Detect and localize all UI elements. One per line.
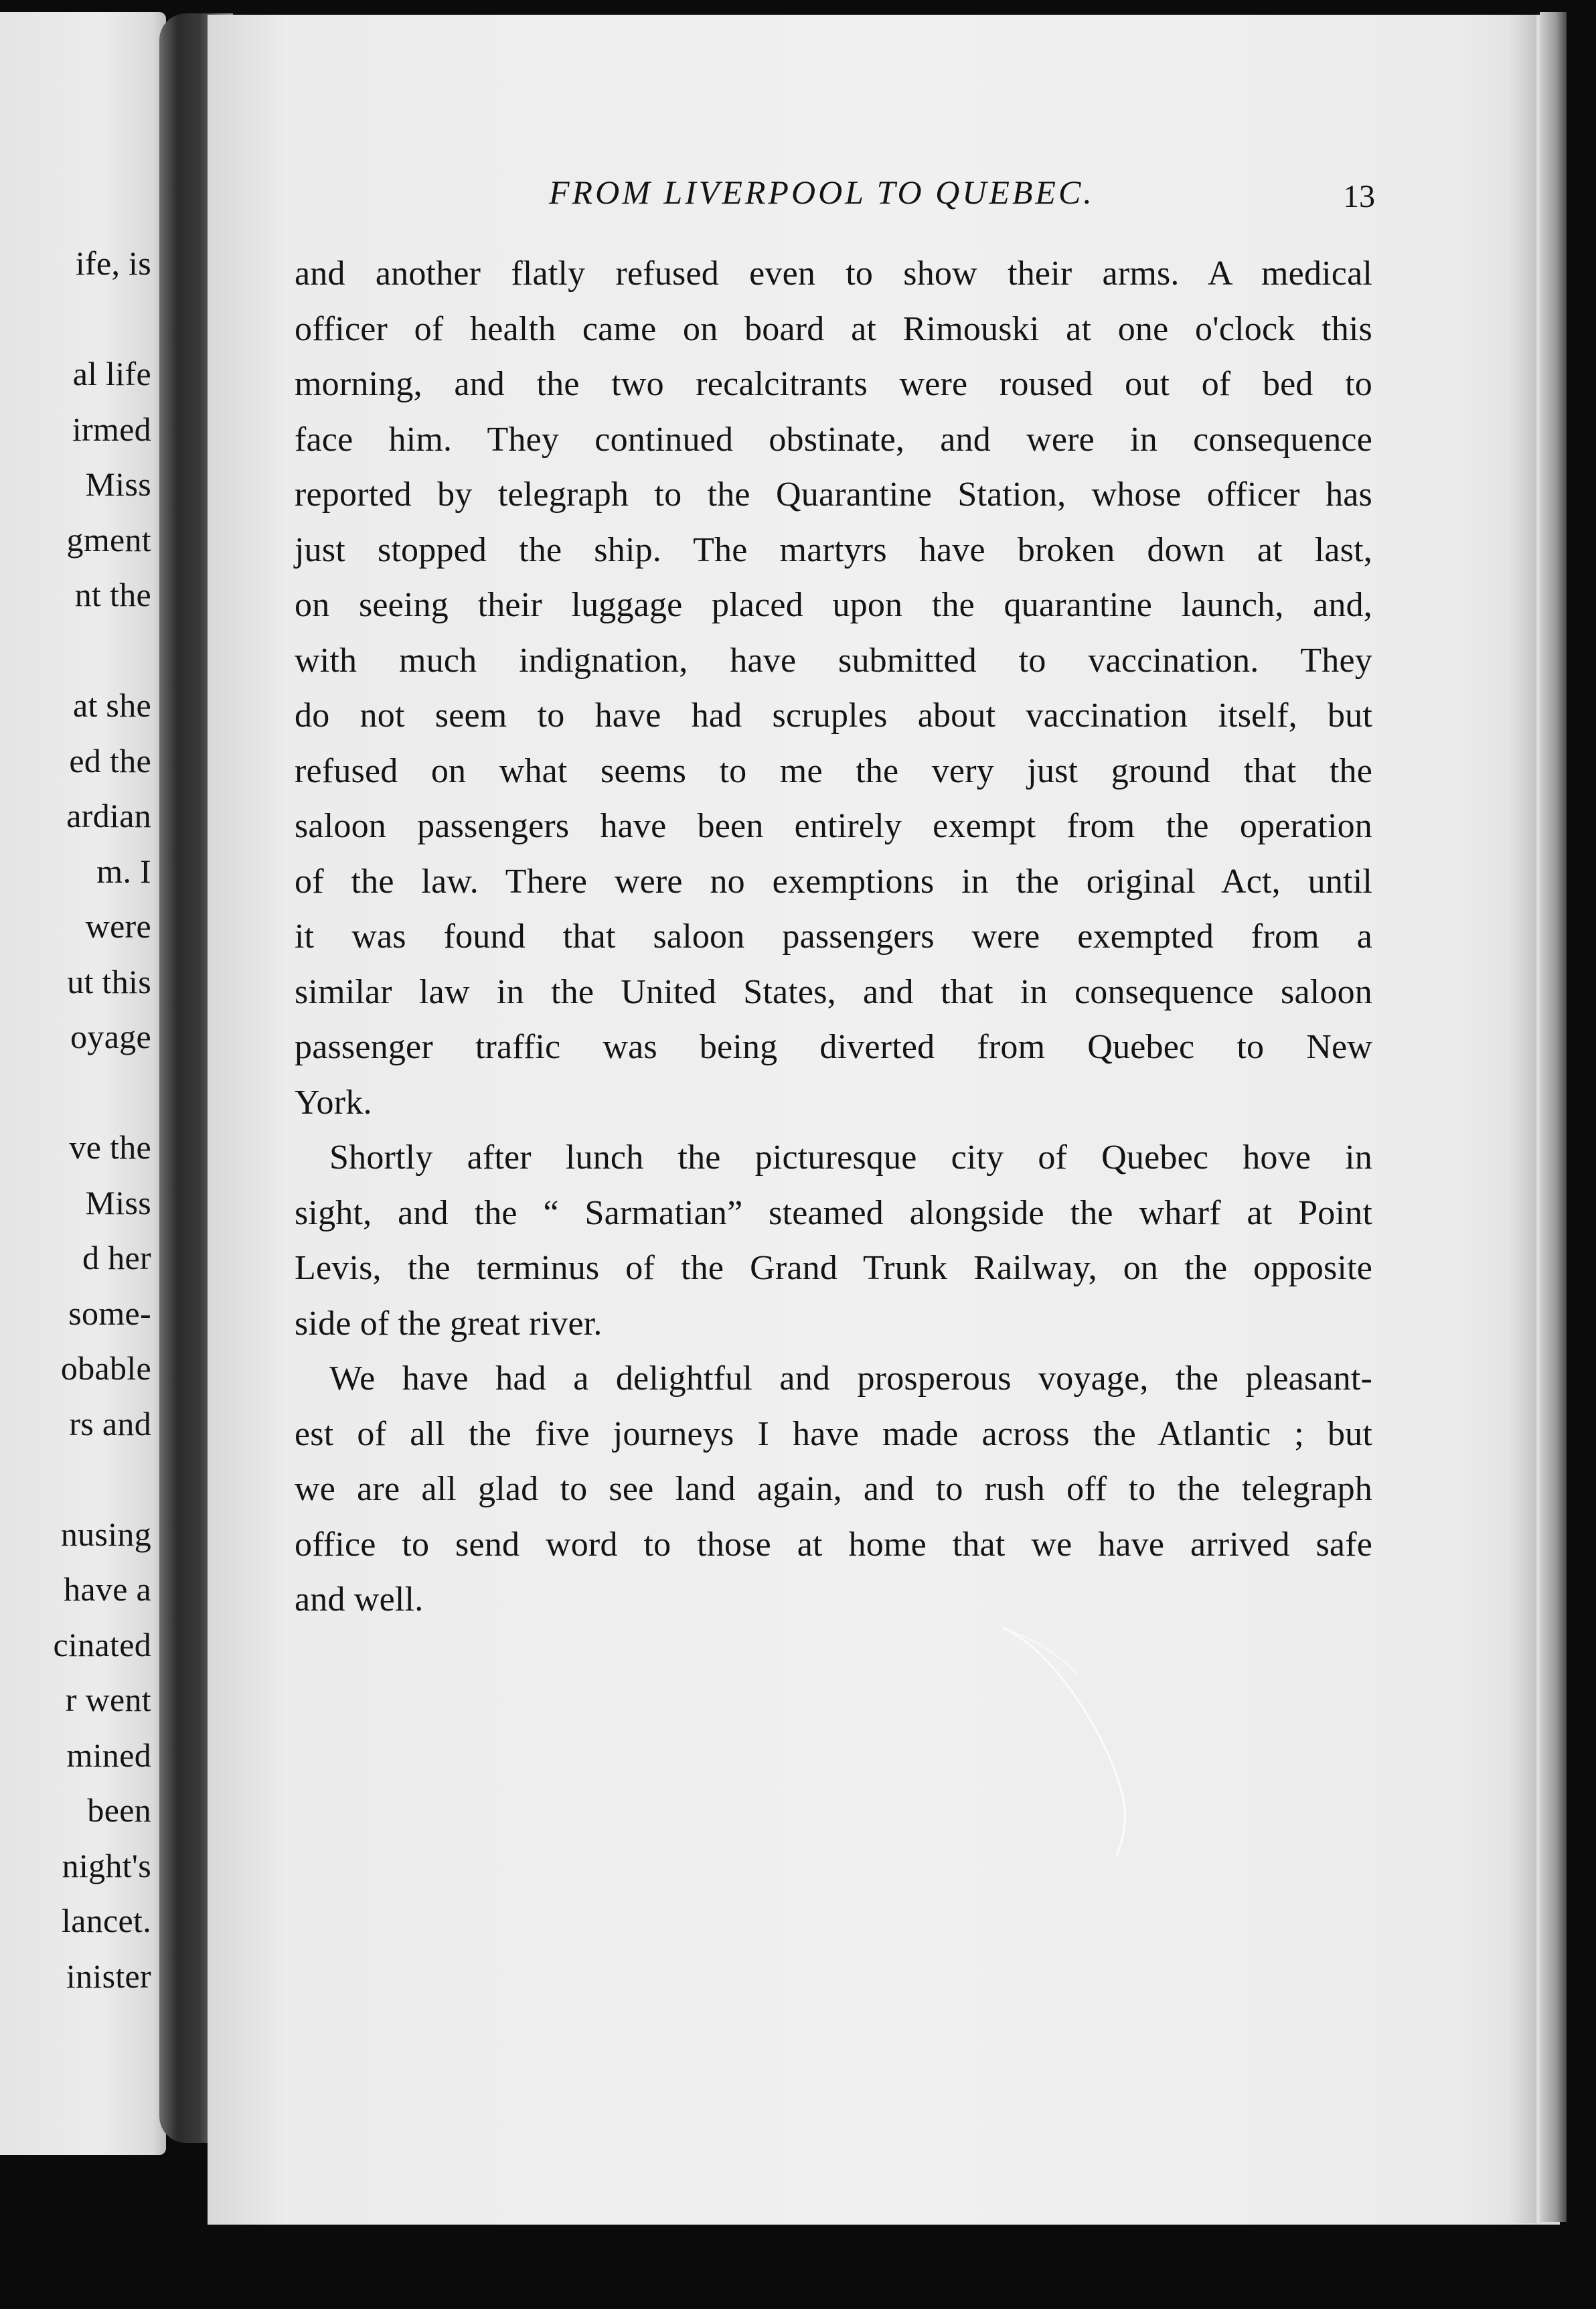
text-line: officer of health came on board at Rimouski at one o'clock this	[295, 309, 1372, 348]
previous-page-line: been	[87, 1791, 151, 1829]
text-line: York.	[295, 1083, 372, 1122]
previous-page-line: were	[85, 907, 151, 945]
previous-page-line: m. I	[96, 852, 151, 890]
previous-page-line: r went	[65, 1681, 151, 1718]
previous-page-line: irmed	[72, 410, 151, 448]
paragraph	[295, 1130, 1372, 1351]
text-line: Levis, the terminus of the Grand Trunk Railway, on the opposite	[295, 1249, 1372, 1287]
text-line: of the law. There were no exemptions in the original Act, until	[295, 862, 1372, 901]
text-line: side of the great river.	[295, 1304, 603, 1343]
previous-page-line: al life	[72, 355, 151, 392]
text-line: it was found that saloon passengers were exempted from a	[295, 917, 1372, 956]
previous-page-line: oyage	[70, 1018, 151, 1055]
text-line: face him. They continued obstinate, and were in consequence	[295, 420, 1372, 459]
text-line: and another flatly refused even to show their arms. A medical	[295, 254, 1372, 293]
previous-page-line: at she	[72, 686, 151, 724]
previous-page-line: inister	[66, 1957, 151, 1995]
previous-page-line: cinated	[53, 1625, 151, 1663]
page-number: 13	[1343, 179, 1375, 214]
previous-page-line: have a	[64, 1570, 151, 1608]
text-line: office to send word to those at home that we have arrived safe	[295, 1525, 1372, 1564]
previous-page-line: mined	[66, 1736, 151, 1774]
text-line: sight, and the “ Sarmatian” steamed alongside the wharf at Point	[295, 1193, 1372, 1232]
previous-page-line: rs and	[69, 1404, 151, 1442]
paragraph	[295, 1351, 1372, 1628]
text-line: reported by telegraph to the Quarantine Station, whose officer has	[295, 475, 1372, 514]
previous-page-line: nt the	[74, 576, 151, 613]
previous-page-line: ardian	[66, 797, 151, 834]
running-head: FROM LIVERPOOL TO QUEBEC.	[549, 173, 1095, 211]
body-text	[295, 246, 1372, 1628]
text-line: do not seem to have had scruples about vaccination itself, but	[295, 696, 1372, 735]
previous-page-line: d her	[82, 1239, 151, 1276]
text-line: morning, and the two recalcitrants were roused out of bed to	[295, 365, 1372, 403]
text-line: refused on what seems to me the very just ground that the	[295, 751, 1372, 790]
previous-page-line: some-	[68, 1294, 151, 1332]
previous-page-line: nusing	[60, 1515, 151, 1553]
text-line: with much indignation, have submitted to vaccination. They	[295, 641, 1372, 680]
previous-page-line: gment	[66, 520, 151, 558]
text-line: we are all glad to see land again, and to rush off to the telegraph	[295, 1470, 1372, 1508]
previous-page-line: lancet.	[62, 1902, 151, 1939]
previous-page-line: ife, is	[75, 244, 151, 282]
text-line: similar law in the United States, and that in consequence saloon	[295, 972, 1372, 1011]
previous-page-line: night's	[62, 1846, 151, 1884]
text-line: est of all the five journeys I have made across the Atlantic ; but	[295, 1414, 1372, 1453]
page-stack-edge	[1540, 12, 1567, 2222]
text-line: and well.	[295, 1580, 424, 1619]
previous-page-line: Miss	[85, 1183, 151, 1221]
page-right-shade	[1510, 13, 1536, 2223]
previous-page-line: ut this	[67, 962, 151, 1000]
text-line: on seeing their luggage placed upon the quarantine launch, and,	[295, 586, 1372, 624]
previous-page-line: obable	[60, 1349, 151, 1387]
text-line: passenger traffic was being diverted from Quebec to New	[295, 1028, 1372, 1066]
previous-page-line: ve the	[69, 1128, 151, 1166]
scan-scratch-mark	[998, 1621, 1172, 1862]
previous-page-line: ed the	[69, 741, 151, 779]
previous-page	[0, 12, 166, 2155]
text-line: saloon passengers have been entirely exempt from the operation	[295, 807, 1372, 845]
text-line: Shortly after lunch the picturesque city of Quebec hove in	[329, 1138, 1372, 1177]
text-line: We have had a delightful and prosperous voyage, the pleasant-	[329, 1359, 1372, 1398]
text-line: just stopped the ship. The martyrs have broken down at last,	[295, 530, 1372, 569]
paragraph	[295, 246, 1372, 1130]
previous-page-line: Miss	[85, 465, 151, 503]
